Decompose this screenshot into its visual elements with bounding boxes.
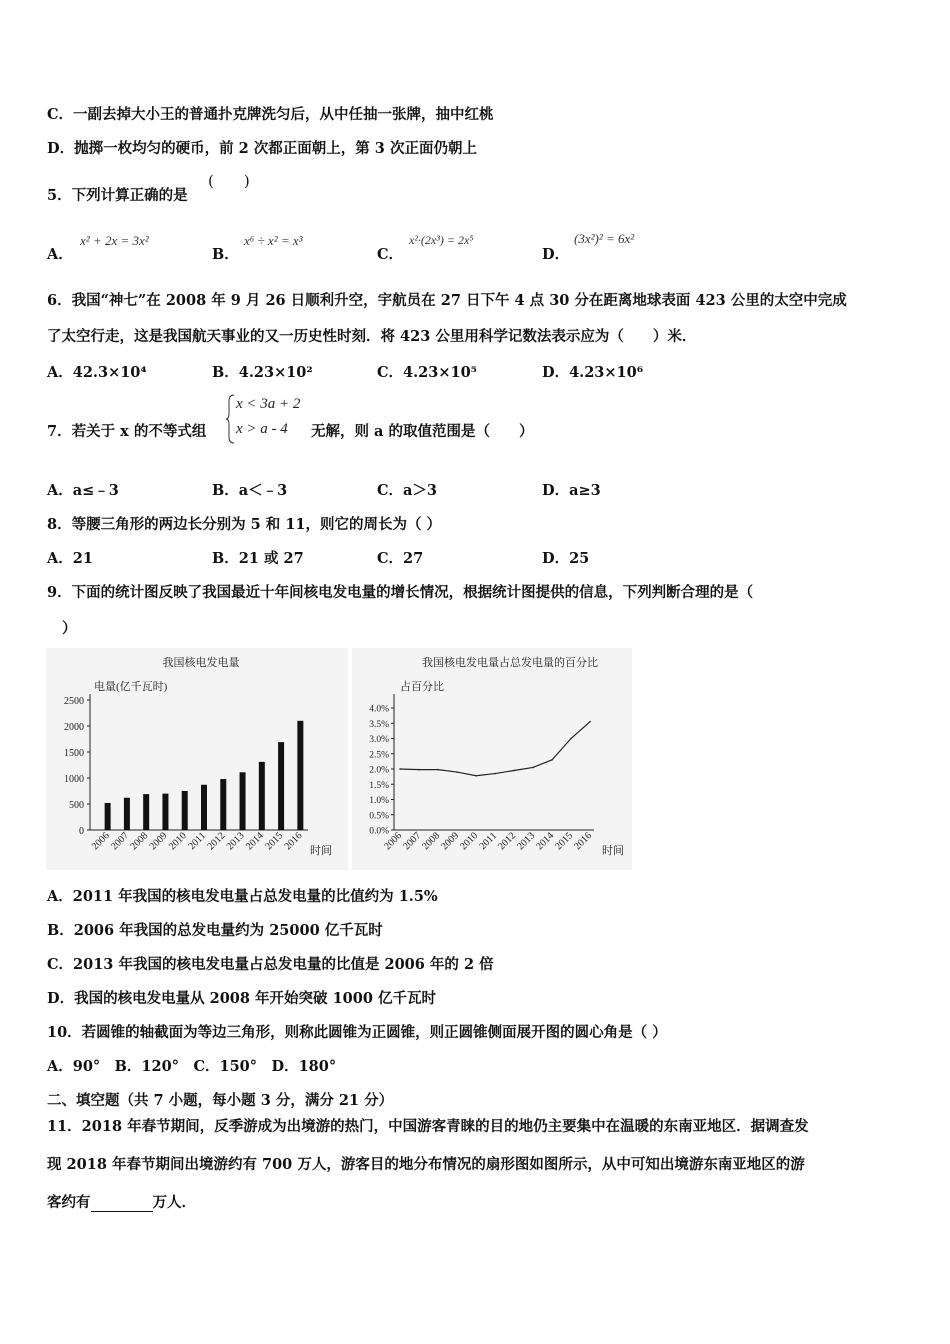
bar-chart-x-tick-label: 2009 xyxy=(147,830,170,853)
line-point xyxy=(418,769,420,771)
q5-option-a-math: x² + 2x = 3x² xyxy=(80,233,149,248)
q7-stem-pre: 7．若关于 x 的不等式组 xyxy=(47,423,207,440)
bar-chart-x-tick-label: 2014 xyxy=(244,830,266,853)
q9-option-b: B．2006 年我国的总发电量约为 25000 亿千瓦时 xyxy=(47,922,383,939)
bar xyxy=(182,791,188,830)
q11-stem-pre: 客约有 xyxy=(47,1194,91,1211)
line-chart-xlabel: 时间 xyxy=(602,845,624,857)
q5-option-a xyxy=(47,243,73,264)
q11-stem-line3 xyxy=(47,1191,196,1212)
bar-chart-y-tick-label: 2000 xyxy=(64,722,84,733)
line-chart-x-tick-label: 2006 xyxy=(382,830,405,853)
q9-option-c: C．2013 年我国的核电发电量占总发电量的比值是 2006 年的 2 倍 xyxy=(47,956,494,973)
q9-stem-line1: 9．下面的统计图反映了我国最近十年间核电发电量的增长情况，根据统计图提供的信息，下列判断合理的是（ xyxy=(47,584,754,601)
line-chart-x-tick-label: 2016 xyxy=(572,830,595,853)
line-chart-y-tick-label: 1.0% xyxy=(369,796,389,806)
bar-chart xyxy=(46,648,348,870)
bar-chart-x-tick-label: 2013 xyxy=(224,830,247,853)
bar xyxy=(240,772,246,830)
line-point xyxy=(399,768,401,770)
line-chart-x-tick-label: 2013 xyxy=(515,830,538,853)
q7-option-a: A．a≤﹣3 xyxy=(47,482,119,499)
section-2-heading: 二、填空题（共 7 小题，每小题 3 分，满分 21 分） xyxy=(47,1092,394,1109)
bar-chart-xlabel: 时间 xyxy=(310,845,332,857)
q5-option-a-label: A． xyxy=(47,246,73,263)
line-chart-x-tick-label: 2009 xyxy=(439,830,462,853)
bar xyxy=(297,721,303,830)
bar-chart-y-tick-label: 1000 xyxy=(64,774,84,785)
bar-chart-x-tick-label: 2012 xyxy=(205,830,228,853)
line-chart xyxy=(352,648,632,870)
q7-option-c: C．a＞3 xyxy=(377,482,438,499)
bar xyxy=(220,779,226,830)
line-point xyxy=(551,759,553,761)
q6-stem-line2: 了太空行走，这是我国航天事业的又一历史性时刻．将 423 公里用科学记数法表示应为（ ）米． xyxy=(47,328,697,345)
line-series xyxy=(400,722,590,776)
q5-option-c xyxy=(377,243,403,264)
q9-option-d: D．我国的核电发电量从 2008 年开始突破 1000 亿千瓦时 xyxy=(47,990,436,1007)
line-chart-y-tick-label: 0.0% xyxy=(369,826,389,837)
line-chart-x-tick-label: 2011 xyxy=(477,830,500,853)
bar-chart-panel xyxy=(46,648,348,870)
bar xyxy=(201,785,207,830)
bar-chart-x-tick-label: 2016 xyxy=(282,830,305,853)
q5-option-b-label: B． xyxy=(212,246,239,263)
bar xyxy=(143,794,149,830)
q7-brace-path xyxy=(226,395,234,443)
q7-stem-post: 无解，则 a 的取值范围是（ ） xyxy=(311,423,534,440)
answer-blank[interactable] xyxy=(91,1197,153,1212)
q5-option-b-math: x⁶ ÷ x² = x³ xyxy=(244,233,303,248)
q4-option-c: C．一副去掉大小王的普通扑克牌洗匀后，从中任抽一张牌，抽中红桃 xyxy=(47,106,494,123)
bar-chart-y-tick-label: 2500 xyxy=(64,696,84,707)
bar-chart-x-tick-label: 2011 xyxy=(186,830,209,853)
line-chart-y-tick-label: 3.5% xyxy=(369,719,389,730)
line-chart-y-tick-label: 1.5% xyxy=(369,780,389,791)
q11-stem-line2: 现 2018 年春节期间出境游约有 700 万人，游客目的地分布情况的扇形图如图所示，从中可知出境游东南亚地区的游 xyxy=(47,1156,805,1173)
q5-option-d-label: D． xyxy=(542,246,570,263)
line-chart-y-tick-label: 3.0% xyxy=(369,735,389,745)
q10-stem: 10．若圆锥的轴截面为等边三角形，则称此圆锥为正圆锥，则正圆锥侧面展开图的圆心角是（ ） xyxy=(47,1024,667,1041)
bar-chart-title: 我国核电发电量 xyxy=(162,657,240,669)
bar-chart-ylabel: 电量(亿千瓦时) xyxy=(94,681,168,693)
q9-option-a: A．2011 年我国的核电发电量占总发电量的比值约为 1.5% xyxy=(47,888,438,905)
q4-option-d: D．抛掷一枚均匀的硬币，前 2 次都正面朝上，第 3 次正面仍朝上 xyxy=(47,140,477,157)
bar-chart-x-tick-label: 2008 xyxy=(128,830,151,853)
q8-stem: 8．等腰三角形的两边长分别为 5 和 11，则它的周长为（ ） xyxy=(47,516,442,533)
line-point xyxy=(437,769,439,771)
line-chart-title: 我国核电发电量占总发电量的百分比 xyxy=(422,657,598,669)
line-point xyxy=(475,775,477,777)
line-chart-x-tick-label: 2012 xyxy=(496,830,519,853)
bar-chart-x-tick-label: 2006 xyxy=(89,830,112,853)
bar-chart-y-tick-label: 0 xyxy=(79,826,84,837)
line-chart-x-tick-label: 2008 xyxy=(420,830,443,853)
q6-option-d: D．4.23×10⁶ xyxy=(542,364,644,381)
q11-stem-post: 万人． xyxy=(152,1194,196,1211)
bar xyxy=(278,742,284,830)
q11-stem-line1: 11．2018 年春节期间，反季游成为出境游的热门，中国游客青睐的目的地仍主要集中在温暖的东南亚地区．据调查发 xyxy=(47,1118,809,1135)
bar-chart-x-tick-label: 2010 xyxy=(166,830,189,853)
bar-chart-x-tick-label: 2015 xyxy=(263,830,286,853)
q5-option-b xyxy=(212,243,239,264)
q8-option-d: D．25 xyxy=(542,550,590,567)
q10-options: A．90° B．120° C．150° D．180° xyxy=(47,1058,337,1075)
line-chart-x-tick-label: 2010 xyxy=(458,830,481,853)
line-point xyxy=(532,767,534,769)
q7-option-b: B．a＜﹣3 xyxy=(212,482,288,499)
bar xyxy=(259,762,265,830)
line-chart-x-tick-label: 2014 xyxy=(534,830,557,853)
line-point xyxy=(570,738,572,740)
line-chart-x-tick-label: 2015 xyxy=(553,830,576,853)
q7-option-d: D．a≥3 xyxy=(542,482,601,499)
line-chart-y-tick-label: 2.0% xyxy=(369,765,389,776)
q5-option-c-label: C． xyxy=(377,246,404,263)
line-point xyxy=(513,770,515,772)
bar-chart-y-tick-label: 500 xyxy=(69,800,84,811)
line-point xyxy=(494,773,496,775)
q5-option-d-math: (3x²)² = 6x² xyxy=(574,231,635,246)
bar-chart-y-tick-label: 1500 xyxy=(64,748,84,759)
line-point xyxy=(456,771,458,773)
q7-system-row1: x < 3a + 2 xyxy=(236,396,301,412)
q9-stem-line2: ） xyxy=(62,620,77,637)
line-chart-y-tick-label: 2.5% xyxy=(369,750,389,761)
bar xyxy=(124,798,130,830)
q5-option-c-math: x²·(2x³) = 2x⁵ xyxy=(409,233,474,247)
q7-system-row2: x > a - 4 xyxy=(236,421,288,437)
bar-chart-x-tick-label: 2007 xyxy=(109,830,132,853)
q8-option-c: C．27 xyxy=(377,550,424,567)
bar xyxy=(105,803,111,830)
line-chart-y-tick-label: 0.5% xyxy=(369,811,389,822)
line-chart-y-tick-label: 4.0% xyxy=(369,704,389,715)
q6-option-c: C．4.23×10⁵ xyxy=(377,364,478,381)
line-point xyxy=(589,721,591,723)
line-chart-panel xyxy=(352,648,632,870)
q6-stem-line1: 6．我国“神七”在 2008 年 9 月 26 日顺利升空，宇航员在 27 日下午 4 点 30 分在距离地球表面 423 公里的太空中完成 xyxy=(47,292,847,309)
q6-option-a: A．42.3×10⁴ xyxy=(47,364,147,381)
q5-paren: ( ) xyxy=(208,172,250,190)
q8-option-a: A．21 xyxy=(47,550,93,567)
q5-option-d xyxy=(542,243,569,264)
line-chart-x-tick-label: 2007 xyxy=(401,830,424,853)
bar xyxy=(162,794,168,830)
q8-option-b: B．21 或 27 xyxy=(212,550,304,567)
q6-option-b: B．4.23×10² xyxy=(212,364,313,381)
q5-stem: 5．下列计算正确的是 xyxy=(47,187,188,204)
line-chart-ylabel: 占百分比 xyxy=(400,681,444,693)
